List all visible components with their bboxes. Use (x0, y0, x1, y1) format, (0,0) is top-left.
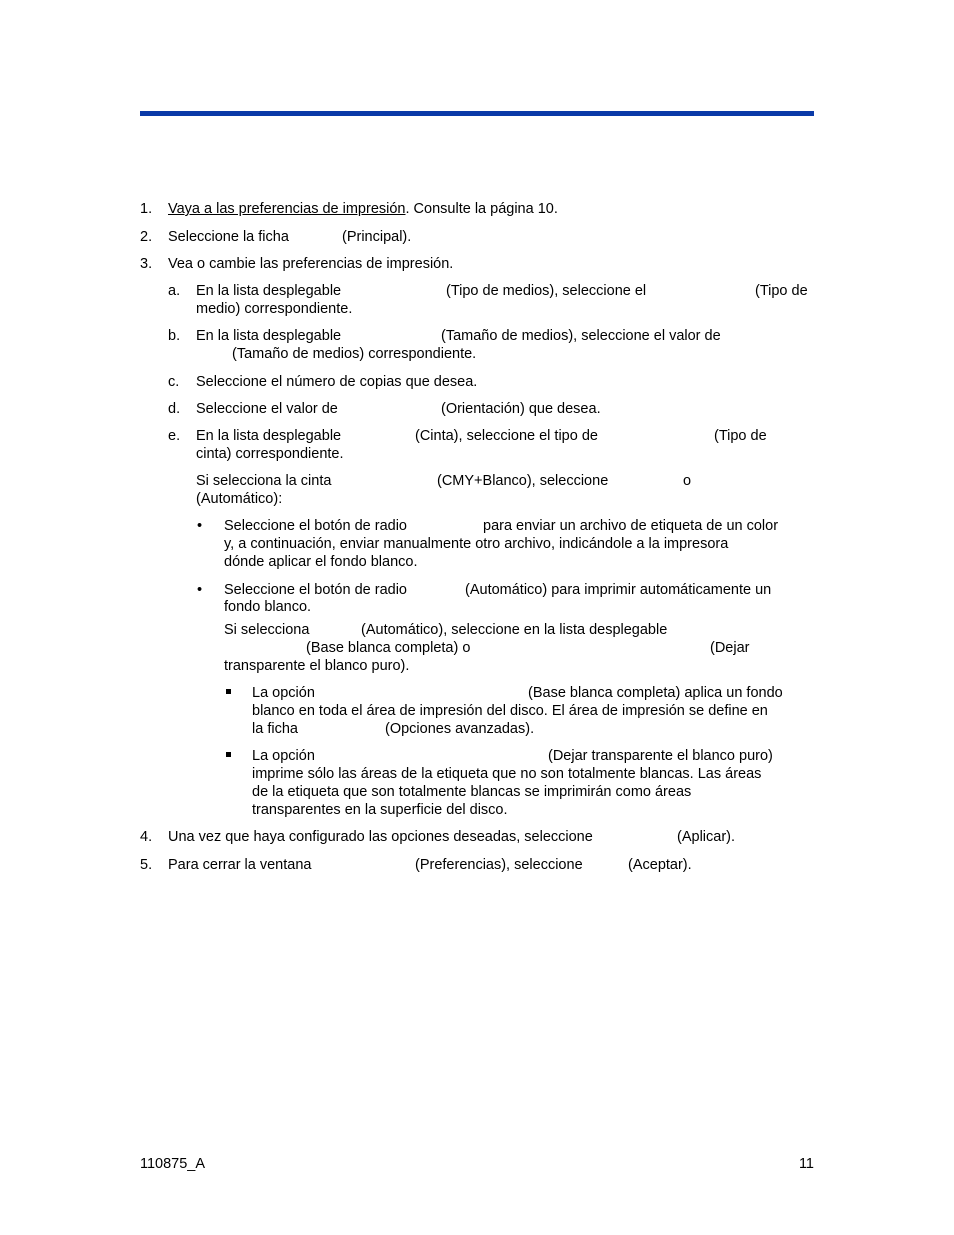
step-text: Vea o cambie las preferencias de impresión. (168, 256, 454, 272)
step-text: (Preferencias), seleccione (415, 857, 583, 873)
header-rule (140, 111, 814, 116)
footer-page-number: 11 (798, 1156, 814, 1172)
substep-letter: e. (168, 428, 181, 444)
item-text: transparentes en la superficie del disco. (252, 802, 508, 818)
step-number: 4. (140, 829, 153, 845)
step-number: 3. (140, 256, 153, 272)
step-text: Vaya a las preferencias de impresión. Consulte la página 10. (168, 201, 558, 217)
substep-text: Seleccione el valor de (196, 401, 338, 417)
substep-letter: c. (168, 374, 180, 390)
item-text: La opción (252, 748, 315, 764)
note-text: o (683, 473, 692, 489)
bullet-text: fondo blanco. (224, 599, 312, 615)
bullet-icon: • (197, 518, 203, 534)
note-text: (Automático), seleccione en la lista desplegable (361, 622, 668, 638)
note-text: (Dejar (710, 640, 750, 656)
note-text: (Automático): (196, 491, 283, 507)
substep-text: (Cinta), seleccione el tipo de (415, 428, 598, 444)
print-preferences-link[interactable]: Vaya a las preferencias de impresión (168, 201, 406, 217)
bullet-text: y, a continuación, enviar manualmente otro archivo, indicándole a la impresora (224, 536, 729, 552)
substep-text: medio) correspondiente. (196, 301, 353, 317)
step-number: 1. (140, 201, 153, 217)
bullet-text: dónde aplicar el fondo blanco. (224, 554, 418, 570)
step-number: 5. (140, 857, 153, 873)
step-text: Una vez que haya configurado las opciones deseadas, seleccione (168, 829, 593, 845)
substep-text: En la lista desplegable (196, 428, 342, 444)
step-number: 2. (140, 229, 153, 245)
item-text: La opción (252, 685, 315, 701)
note-text: transparente el blanco puro). (224, 658, 410, 674)
note-text: (Base blanca completa) o (306, 640, 471, 656)
substep-text: En la lista desplegable (196, 283, 342, 299)
substep-text: Seleccione el número de copias que desea. (196, 374, 478, 390)
item-text: de la etiqueta que son totalmente blancas se imprimirán como áreas (252, 784, 692, 800)
substep-text: (Tipo de medios), seleccione el (446, 283, 647, 299)
item-text: (Opciones avanzadas). (385, 721, 535, 737)
substep-text: (Tipo de (755, 283, 808, 299)
step-text: (Aceptar). (628, 857, 692, 873)
note-text: Si selecciona la cinta (196, 473, 332, 489)
note-text: (CMY+Blanco), seleccione (437, 473, 609, 489)
item-text: blanco en toda el área de impresión del disco. El área de impresión se define en (252, 703, 768, 719)
bullet-text: Seleccione el botón de radio (224, 518, 407, 534)
substep-text: En la lista desplegable (196, 328, 342, 344)
substep-text: (Tipo de (714, 428, 767, 444)
step-text: Seleccione la ficha (168, 229, 289, 245)
bullet-icon: • (197, 582, 203, 598)
bullet-text: Seleccione el botón de radio (224, 582, 407, 598)
item-text: imprime sólo las áreas de la etiqueta que no son totalmente blancas. Las áreas (252, 766, 762, 782)
step-text: (Aplicar). (677, 829, 736, 845)
item-text: (Base blanca completa) aplica un fondo (528, 685, 783, 701)
square-bullet-icon (226, 752, 231, 757)
bullet-text: para enviar un archivo de etiqueta de un color (483, 518, 779, 534)
item-text: (Dejar transparente el blanco puro) (548, 748, 773, 764)
substep-text: (Tamaño de medios), seleccione el valor de (441, 328, 721, 344)
substep-letter: d. (168, 401, 181, 417)
substep-text: cinta) correspondiente. (196, 446, 344, 462)
note-text: Si selecciona (224, 622, 310, 638)
step-text: (Principal). (342, 229, 412, 245)
square-bullet-icon (226, 689, 231, 694)
footer-doc-number: 110875_A (140, 1156, 206, 1172)
bullet-text: (Automático) para imprimir automáticamente un (465, 582, 772, 598)
substep-text: (Tamaño de medios) correspondiente. (232, 346, 477, 362)
step-text: Para cerrar la ventana (168, 857, 312, 873)
substep-letter: b. (168, 328, 181, 344)
item-text: la ficha (252, 721, 298, 737)
substep-text: (Orientación) que desea. (441, 401, 601, 417)
substep-letter: a. (168, 283, 181, 299)
